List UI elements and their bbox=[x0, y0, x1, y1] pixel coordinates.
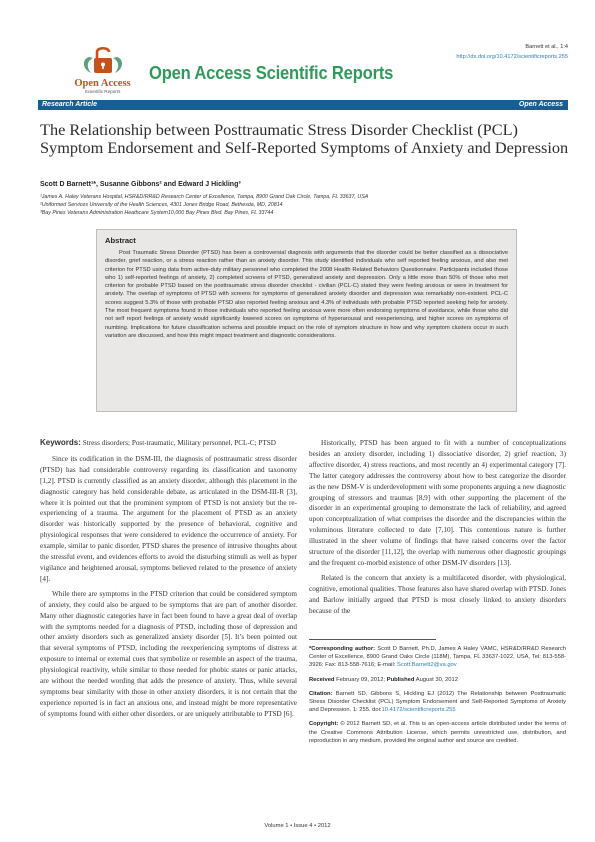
page-footer: Volume 1 • Issue 4 • 2012 bbox=[264, 823, 331, 829]
citation-text: Barnett SD, Gibbons S, Hickling EJ (2012) The Relationship between Posttraumatic Stress Disorder Checklist (PCL) Symptom Endorsement and Self-Reported Symptoms of Anxiety and Depression. 1: 255. doi: bbox=[309, 690, 566, 714]
citation-note bbox=[309, 690, 566, 715]
corr-text: Scott D Barnett, Ph.D, James A Haley VAMC, HSR&D/RR&D Research Center of Excellence, 8900 Grand Oaks Circle (118M), Tampa, FL 33637-1022, USA, Tel: 813-558-3926; Fax: 813-558-7616; E-mail: bbox=[309, 646, 566, 669]
body-right-column bbox=[309, 438, 566, 621]
body-paragraph: Historically, PTSD has been argued to fit with a number of conceptualizations besides an anxiety disorder, including 1) dissociative disorder, 2) grief reaction, 3) affective disorder, 4) stress reactions, and most recently an 4) experimental category [7]. The latter category addresses the controversy about how to best categorize the disorder as the new DSM-V is underdevelopment with some proponents arguing a new diagnostic grouping of stressors and traumas [8,9] with other supporting the placement of the disorder in an experimental grouping to demonstrate the lack of reliability, and agreed upon conceptualization of what comprises the disorder and the discrepancies within the voluminous literature collected to date [7,10]. This contentious nature is further illustrated in the sheer volume of findings that have raised concerns over the factor structure of the disorder [11,12], the overlap with numerous other diagnostic groupings and the frequent co-morbid existence of other DSM-IV disorders [13]. bbox=[309, 439, 566, 567]
affiliation-2: ²Uniformed Services University of the Health Sciences, 4301 Jones Bridge Road, Bethesda, MD, 20814 bbox=[40, 202, 283, 208]
body-paragraph: While there are symptoms in the PTSD criterion that could be considered symptom of anxiety, they could also be argued to be symptoms that are part of another disorder. Many other diagnostic categories have in fact been found to have a great deal of overlap with the symptoms needed for a diagnosis of PTSD, including those of depression and other anxiety disorders such as generalized anxiety disorder [5]. It’s been pointed out that several symptoms of PTSD, including the reexperiencing symptoms of distress at exposure to internal or external cues that symbolize or resemble an aspect of the trauma, physiological reactivity, while similar to those needed for phobic states or panic attacks, are without the needed wording that adds the presence of anxiety. Thus, while several symptoms bear similarity with those in other anxiety disorders, it is not certain that the experience reported is in fact an anxious one, and instead might be more representative of symptoms found with either other disorders, or are uniquely attributable to PTSD [6]. bbox=[40, 589, 297, 718]
copyright-text: © 2012 Barnett SD, et al. This is an open-access article distributed under the terms of the Creative Commons Attribution License, which permits unrestricted use, distribution, and reproduction in any medium, provided the original author and source are credited. bbox=[309, 721, 566, 744]
body-paragraph: Since its codification in the DSM-III, the diagnosis of posttraumatic stress disorder (PTSD) has had considerable controversy regarding its classification and taxonomy [1,2]. PTSD is currently classified as an anxiety disorder, although this placement in the diagnostic category has held considerable debate, as articulated in the DSM-III-R [3], where it is pointed out that the prominent symptom of PTSD is not anxiety but the re-experiencing of a trauma. The argument for the placement of PTSD as an anxiety disorder was historically supported by the presence of behavioral, cognitive and physiological responses that were considered to evidence the occurrence of anxiety. For example, similar to panic disorder, PTSD shares the presence of intrusive thoughts about the stressful event, and evidences efforts to avoid the disturbing stimuli as well as hyper vigilance and heightened arousal, symptoms believed related to the presence of anxiety [4]. bbox=[40, 454, 297, 583]
logo-title: Open Access bbox=[74, 78, 131, 89]
article-type-bar bbox=[38, 100, 568, 110]
footnote-divider bbox=[309, 639, 436, 640]
running-header bbox=[456, 43, 568, 62]
keywords bbox=[40, 438, 297, 449]
corr-label: *Corresponding author: bbox=[309, 646, 376, 652]
copyright-note bbox=[309, 720, 566, 745]
article-type-label: Research Article bbox=[42, 101, 97, 108]
body-paragraph: Related is the concern that anxiety is a multifaceted disorder, with physiological, cognitive, emotional qualities. Those features also have shared overlap with PTSD. Jones and Barlow initially argued that PTSD is most closely linked to anxiety disorders because of the bbox=[309, 573, 566, 615]
logo-subtitle: Scientific Reports bbox=[84, 89, 121, 94]
keywords-text: Stress disorders; Post-traumatic, Military personnel, PCL-C; PTSD bbox=[82, 439, 276, 447]
affiliations bbox=[40, 193, 560, 217]
abstract-box bbox=[96, 229, 517, 412]
article-title: The Relationship between Posttraumatic Stress Disorder Checklist (PCL) Symptom Endorsement and Self-Reported Symptoms of Anxiety and Depression bbox=[40, 120, 569, 157]
journal-logo bbox=[55, 43, 150, 94]
affiliation-3: ³Bay Pines Veterans Administration Heathcare System10,000 Bay Pines Blvd. Bay Pines, FL 33744 bbox=[40, 210, 274, 216]
journal-name: Open Access Scientific Reports bbox=[149, 63, 394, 83]
doi-link[interactable]: http://dx.doi.org/10.4172/scientificreports.255 bbox=[456, 53, 568, 60]
received-label: Received bbox=[309, 676, 335, 683]
received-date: February 09, 2012; bbox=[336, 676, 386, 683]
abstract-text: Post Traumatic Stress Disorder (PTSD) has been a controversial diagnosis with arguments that the disorder could be better classified as a dissociative disorder, grief reaction, or a stress reaction rather than an anxiety disorder. This study identified individuals who self reported feeling anxious, and also met criterion for PTSD using data from active-duty military personnel who completed the 2008 Health Related Behaviors Questionnaire. Participants included those who 1) self-reported feelings of anxiety, 2) completed screens of PTSD, generalized anxiety and depression. Only a little more than 50% of those who met criterion for probable PTSD based on the posttraumatic stress disorder checklist - civilian (PCL-C) stated they were feeling anxious or were in treatment for anxiety. The overlap of symptoms of PTSD with screens for symptoms of generalized anxiety disorder and depression was remarkably non-existent. PCL-C scores suggest 5.3% of those with probable PTSD also reported feeling anxious and 4.3% of individuals with probable PTSD reported seeking help for anxiety. The most frequent symptoms found in those individuals who reported feeling anxious were more often endorsing symptoms of avoidance, while those who did not self report feelings of anxiety would significantly lowered scores on symptoms of hyperarousal and reexperiencing, and higher scores on symptoms of numbing. Implications for future classification schema and possible impact on the role of symptom structure in how and why symptom clusters occur in such variation are discussed, and how this might impact treatment and diagnostic considerations. bbox=[105, 250, 508, 339]
running-head-author: Barnett et al., 1:4 bbox=[525, 44, 568, 50]
body-left-column bbox=[40, 438, 297, 724]
abstract-heading: Abstract bbox=[105, 236, 136, 245]
affiliation-1: ¹James A. Haley Veterans Hospital, HSR&D/RR&D Research Center of Excellence, Tampa, 8900 Grand Oak Circle, Tampa, FL 33637, USA bbox=[40, 194, 369, 200]
open-access-label: Open Access bbox=[518, 101, 563, 108]
citation-doi-link[interactable]: 10.4172/scientificreports.255 bbox=[381, 707, 456, 714]
footnotes bbox=[309, 645, 566, 751]
open-lock-icon bbox=[80, 43, 126, 77]
copyright-label: Copyright: bbox=[309, 721, 339, 728]
keywords-label: Keywords: bbox=[40, 438, 81, 447]
citation-label: Citation: bbox=[309, 690, 333, 697]
corresponding-author-note bbox=[309, 645, 566, 670]
published-date: August 30, 2012 bbox=[415, 676, 458, 683]
published-label: Published bbox=[386, 676, 415, 683]
corr-email-link[interactable]: Scott.Barnett2@va.gov bbox=[396, 662, 457, 669]
author-list: Scott D Barnett¹*, Susanne Gibbons² and Edward J Hickling³ bbox=[40, 181, 241, 188]
dates-note bbox=[309, 676, 566, 684]
